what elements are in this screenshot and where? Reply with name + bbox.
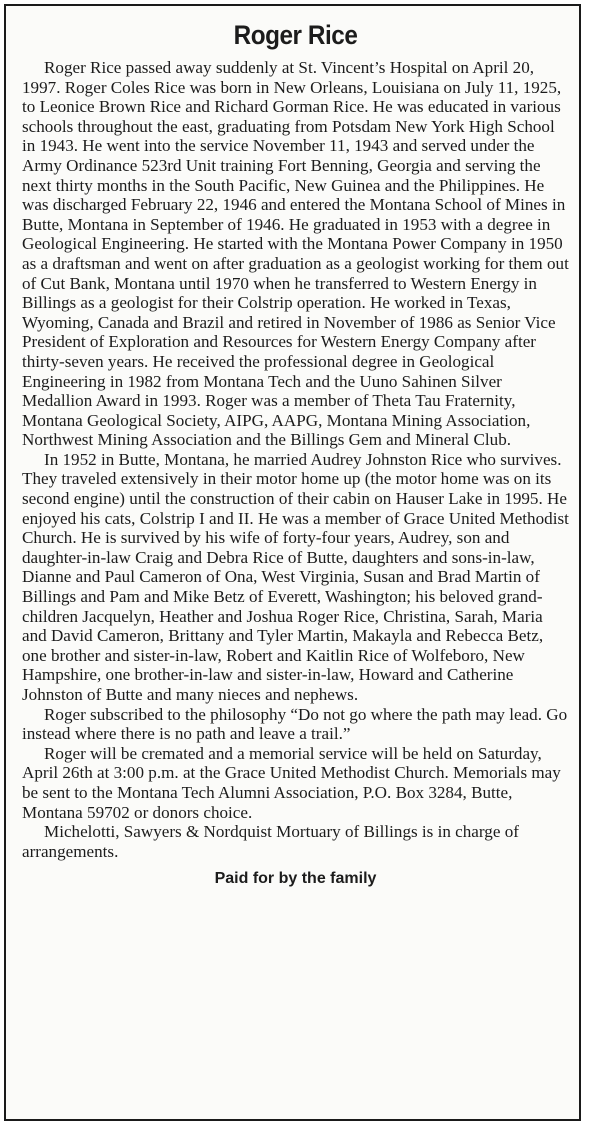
paragraph-philosophy: Roger subscribed to the philosophy “Do not go where the path may lead. Go instead where there is no path and leave a trail.”	[22, 704, 568, 744]
paragraph-biography: Roger Rice passed away suddenly at St. Vincent’s Hospital on April 20, 1997. Roger Coles Rice was born in New Orleans, Louisiana on July 11, 1925, to Leonice Brown Rice and Richard Gorman Rice. He was educated in various schools throughout the east, graduating from Potsdam New York High School in 1943. He went into the service November 11, 1943 and served under the Army Ordinance 523rd Unit training Fort Benning, Georgia and serving the next thirty months in the South Pacific, New Guinea and the Philippines. He was discharged February 22, 1946 and entered the Montana School of Mines in Butte, Montana in September of 1946. He graduated in 1953 with a degree in Geological Engineering. He started with the Montana Power Company in 1950 as a draftsman and went on after graduation as a geologist working for them out of Cut Bank, Montana until 1970 when he transferred to Western Energy in Billings as a geologist for their Colstrip operation. He worked in Texas, Wyoming, Canada and Brazil and retired in November of 1986 as Senior Vice President of Exploration and Resources for Western Energy Company after thirty-seven years. He received the professional degree in Geological Engineering in 1982 from Montana Tech and the Uuno Sahinen Silver Medallion Award in 1993. Roger was a member of Theta Tau Fraternity, Montana Geological Society, AIPG, AAPG, Montana Mining Association, Northwest Mining Association and the Billings Gem and Mineral Club.	[22, 58, 569, 450]
paragraph-family: In 1952 in Butte, Montana, he married Audrey Johnston Rice who survives. They traveled extensively in their motor home up (the motor home was on its second engine) until the construction of their cabin on Hauser Lake in 1995. He enjoyed his cats, Colstrip I and II. He was a member of Grace United Methodist Church. He is survived by his wife of forty-four years, Audrey, son and daughter-in-law Craig and Debra Rice of Butte, daughters and sons-in-law, Dianne and Paul Cameron of Ona, West Virginia, Susan and Brad Martin of Billings and Pam and Mike Betz of Everett, Washington; his beloved grand-children Jacquelyn, Heather and Joshua Roger Rice, Christina, Sarah, Maria and David Cameron, Brittany and Tyler Martin, Makayla and Rebecca Betz, one brother and sister-in-law, Robert and Kaitlin Rice of Wolfeboro, New Hampshire, one brother-in-law and sister-in-law, Howard and Catherine Johnston of Butte and many nieces and nephews.	[22, 449, 569, 704]
obituary-clipping	[4, 4, 581, 1121]
paragraph-memorial: Roger will be cremated and a memorial service will be held on Saturday, April 26th at 3:00 p.m. at the Grace United Methodist Church. Memorials may be sent to the Montana Tech Alumni Association, P.O. Box 3284, Butte, Montana 59702 or donors choice.	[22, 743, 561, 822]
paragraph-arrangements: Michelotti, Sawyers & Nordquist Mortuary of Billings is in charge of arrangements.	[22, 822, 519, 861]
obituary-body	[22, 58, 569, 861]
headline: Roger Rice	[233, 20, 358, 50]
paid-by-footer: Paid for by the family	[214, 870, 377, 888]
